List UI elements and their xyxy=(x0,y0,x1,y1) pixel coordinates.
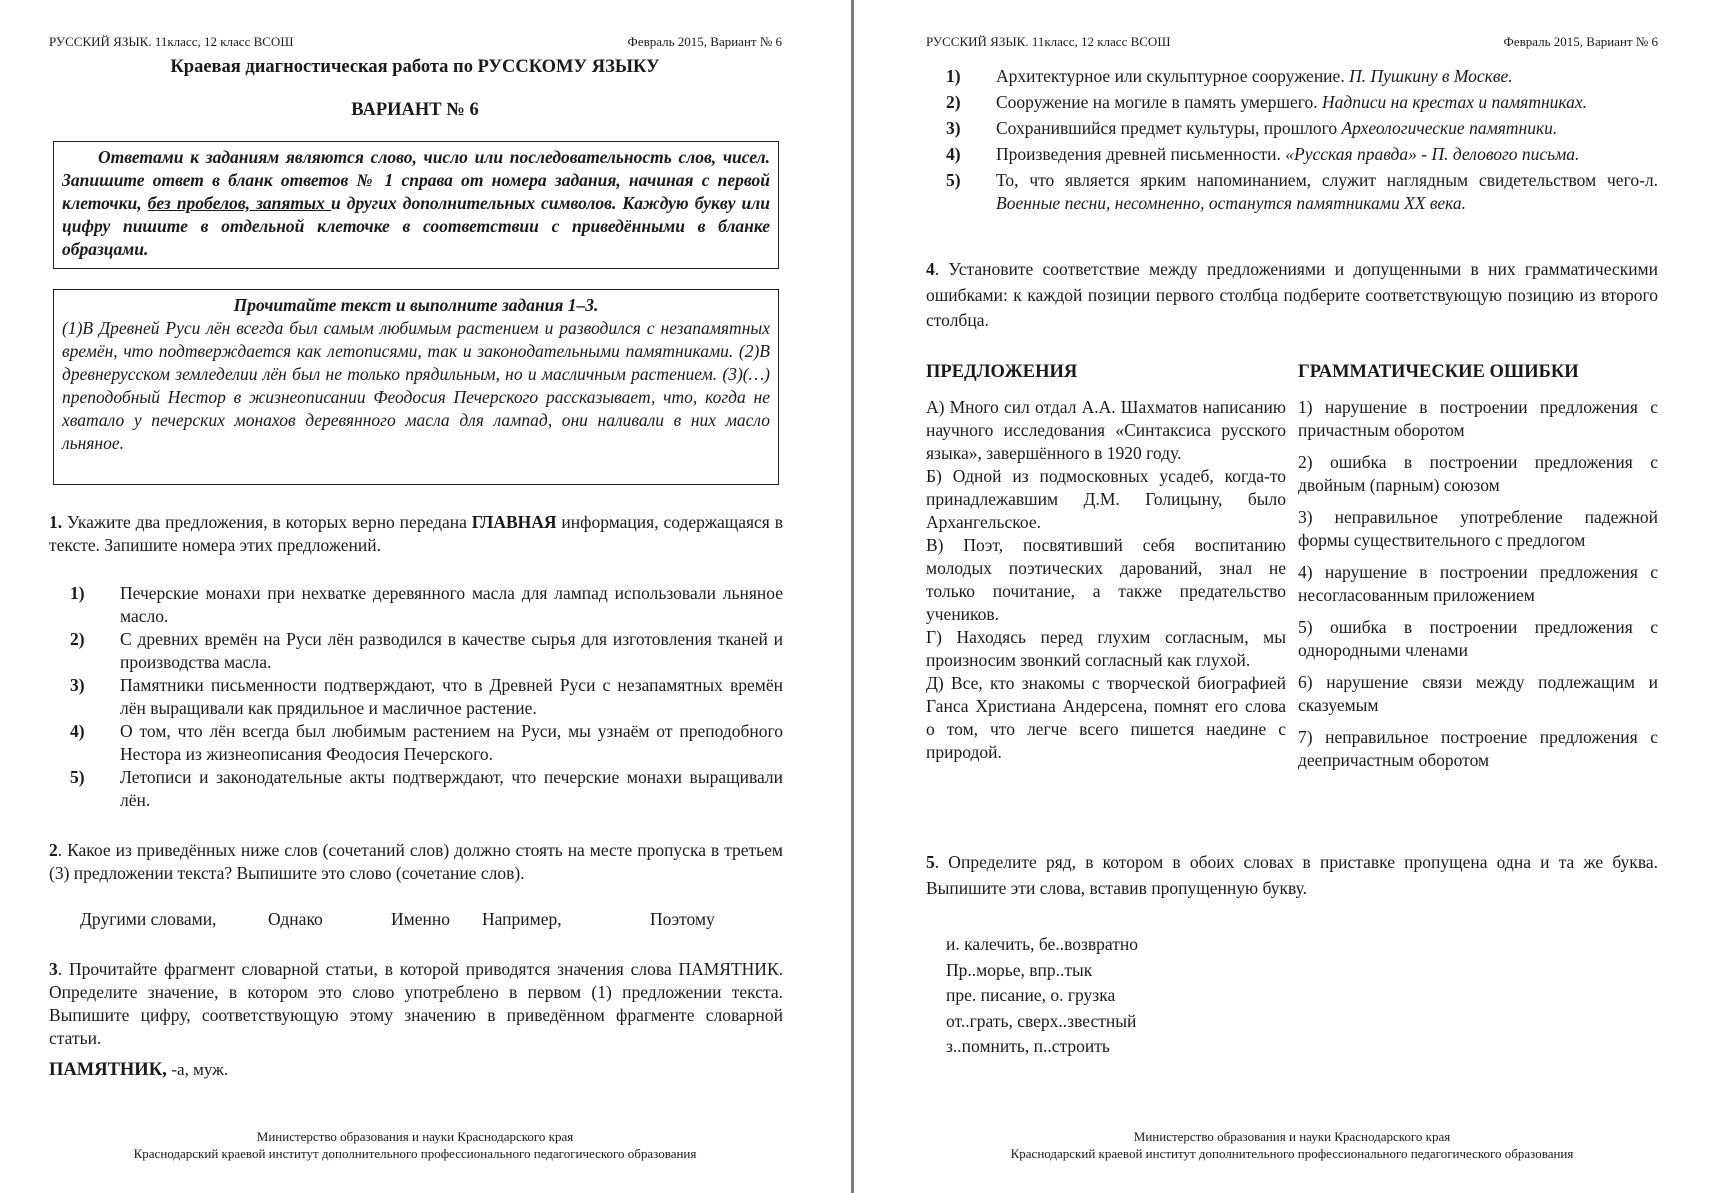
error-item: 2) ошибка в построении предложения с двойным (парным) союзом xyxy=(1298,452,1658,495)
errors-column xyxy=(1298,396,1658,772)
word-row: и. калечить, бе..возвратно xyxy=(946,934,1138,954)
dictionary-meanings xyxy=(946,65,1658,219)
footer xyxy=(922,1128,1662,1162)
page-left xyxy=(0,0,850,1193)
instructions-text-2: и других дополнительных символов. Каждую букву или цифру пишите в отдельной клеточке в соответствии с приведёнными в бланке образцами. xyxy=(62,193,770,259)
question-1-option: 2) С древних времён на Руси лён разводился в качестве сырья для изготовления тканей и производства масла. xyxy=(70,629,783,672)
error-item: 7) неправильное построение предложения с деепричастным оборотом xyxy=(1298,727,1658,770)
reading-text-box xyxy=(53,289,779,485)
question-2-option: Однако xyxy=(268,909,323,929)
footer-line-2: Краснодарский краевой институт дополнительного профессионального педагогического образования xyxy=(133,1146,697,1161)
question-4-number: 4 xyxy=(926,259,935,279)
word-row: пре. писание, о. грузка xyxy=(946,985,1116,1005)
dictionary-meaning: 4) Произведения древней письменности. «Русская правда» - П. делового письма. xyxy=(946,144,1580,164)
question-3 xyxy=(49,958,783,1050)
question-1-text-after: информация, содержащаяся в тексте. Запишите номера этих предложений. xyxy=(49,512,783,555)
column-title-errors: ГРАММАТИЧЕСКИЕ ОШИБКИ xyxy=(1298,362,1579,382)
error-item: 1) нарушение в построении предложения с причастным оборотом xyxy=(1298,397,1658,440)
question-1-option: 3) Памятники письменности подтверждают, что в Древней Руси с незапамятных времён лён выращивали как прядильное и масличное растение. xyxy=(70,675,783,718)
dictionary-meaning: 5) То, что является ярким напоминанием, служит наглядным свидетельством чего-л. Военные песни, несомненно, останутся памятниками XX века. xyxy=(946,170,1658,213)
error-item: 6) нарушение связи между подлежащим и сказуемым xyxy=(1298,672,1658,715)
dictionary-headword: ПАМЯТНИК, xyxy=(49,1060,167,1080)
instructions-box xyxy=(53,141,779,269)
page-title: Краевая диагностическая работа по РУССКОМУ ЯЗЫКУ xyxy=(170,57,660,77)
question-1-option: 5) Летописи и законодательные акты подтверждают, что печерские монахи выращивали лён. xyxy=(70,767,783,810)
sentence-item: Г) Находясь перед глухим согласным, мы произносим звонкий согласный как глухой. xyxy=(926,627,1286,670)
question-1-option: 1) Печерские монахи при нехватке деревянного масла для лампад использовали льняное масло. xyxy=(70,583,783,626)
word-row: Пр..морье, впр..тык xyxy=(946,959,1093,980)
question-3-text: . Прочитайте фрагмент словарной статьи, в которой приводятся значения слова ПАМЯТНИК. Определите значение, в котором это слово употреблено в первом (1) предложении текста. Выпишите цифру, соответствующую этому значению в приведённом фрагменте словарной статьи. xyxy=(49,959,783,1048)
sentences-column xyxy=(926,396,1286,764)
question-4 xyxy=(926,257,1658,334)
column-title-sentences: ПРЕДЛОЖЕНИЯ xyxy=(926,362,1078,382)
question-2-number: 2 xyxy=(49,840,58,860)
page-header-right: Февраль 2015, Вариант № 6 xyxy=(1503,34,1658,49)
instructions-text-1: Ответами к заданиям являются слово, число или последовательность слов, чисел. Запишите ответ в бланк ответов № 1 справа от номера задания, начиная с первой клеточки, xyxy=(62,147,770,213)
footer-line-2: Краснодарский краевой институт дополнительного профессионального педагогического образования xyxy=(1010,1146,1574,1161)
dictionary-grammar: -а, муж. xyxy=(171,1060,229,1079)
page-right xyxy=(856,0,1710,1193)
question-1-text-before: Укажите два предложения, в которых верно передана xyxy=(62,512,472,532)
question-2-option: Например, xyxy=(482,909,562,929)
dictionary-meaning: 2) Сооружение на могиле в память умершего. Надписи на крестах и памятниках. xyxy=(946,92,1588,112)
sentence-item: А) Много сил отдал А.А. Шахматов написанию научного исследования «Синтаксиса русского языка», завершённого в 1920 году. xyxy=(926,397,1286,463)
footer xyxy=(45,1128,785,1162)
sentence-item: Д) Все, кто знакомы с творческой биографией Ганса Христиана Андерсена, помнят его слова о том, что легче всего пишется наедине с природой. xyxy=(926,673,1286,762)
question-1-option: 4) О том, что лён всегда был любимым растением на Руси, мы узнаём от преподобного Нестора из жизнеописания Феодосия Печерского. xyxy=(70,721,783,764)
question-3-number: 3 xyxy=(49,959,58,979)
reading-text: (1)В Древней Руси лён всегда был самым любимым растением и разводился с незапамятных времён, что подтверждается как летописями, так и законодательными памятниками. (2)В древнерусском земледелии лён был не только прядильным, но и масличным растением. (3)(…) преподобный Нестор в жизнеописании Феодосия Печерского рассказывает, что, когда не хватало у печерских монахов деревянного масла для лампад, они наливали в них масло льняное. xyxy=(62,318,770,453)
sentence-item: Б) Одной из подмосковных усадеб, когда-то принадлежавшим Д.М. Голицыну, было Архангельское. xyxy=(926,466,1286,532)
page-divider xyxy=(851,0,854,1193)
question-2-text: . Какое из приведённых ниже слов (сочетаний слов) должно стоять на месте пропуска в третьем (3) предложении текста? Выпишите это слово (сочетание слов). xyxy=(49,840,783,883)
sentence-item: В) Поэт, посвятивший себя воспитанию молодых поэтических дарований, знал не только почитание, а также предательство учеников. xyxy=(926,535,1286,624)
question-1 xyxy=(49,511,783,557)
variant-title: ВАРИАНТ № 6 xyxy=(351,100,479,120)
question-2 xyxy=(49,839,783,885)
question-1-number: 1. xyxy=(49,512,63,532)
footer-line-1: Министерство образования и науки Краснодарского края xyxy=(1133,1129,1451,1144)
word-row: з..помнить, п..строить xyxy=(946,1036,1110,1056)
reading-heading: Прочитайте текст и выполните задания 1–3. xyxy=(233,295,599,315)
page-header-left: РУССКИЙ ЯЗЫК. 11класс, 12 класс ВСОШ xyxy=(49,34,294,49)
question-2-option: Другими словами, xyxy=(80,909,217,929)
question-2-option: Именно xyxy=(391,909,450,929)
dictionary-meaning: 3) Сохранившийся предмет культуры, прошлого Археологические памятники. xyxy=(946,118,1558,138)
question-1-options xyxy=(70,582,783,812)
question-4-text: . Установите соответствие между предложениями и допущенными в них грамматическими ошибками: к каждой позиции первого столбца подберите соответствующую позицию из второго столбца. xyxy=(926,259,1658,330)
dictionary-meaning: 1) Архитектурное или скульптурное сооружение. П. Пушкину в Москве. xyxy=(946,66,1513,86)
question-5 xyxy=(926,850,1658,901)
question-2-option: Поэтому xyxy=(650,909,715,929)
word-row: от..грать, сверх..звестный xyxy=(946,1010,1137,1031)
page-header-left: РУССКИЙ ЯЗЫК. 11класс, 12 класс ВСОШ xyxy=(926,34,1171,49)
page-header-right: Февраль 2015, Вариант № 6 xyxy=(627,34,782,49)
dictionary-entry xyxy=(49,1060,228,1081)
question-5-rows xyxy=(946,932,1138,1060)
instructions-underlined: без пробелов, запятых xyxy=(147,193,331,213)
error-item: 3) неправильное употребление падежной формы существительного с предлогом xyxy=(1298,507,1658,550)
error-item: 5) ошибка в построении предложения с однородными членами xyxy=(1298,617,1658,660)
question-5-number: 5 xyxy=(926,852,935,872)
error-item: 4) нарушение в построении предложения с несогласованным приложением xyxy=(1298,562,1658,605)
question-5-text: . Определите ряд, в котором в обоих словах в приставке пропущена одна и та же буква. Выпишите эти слова, вставив пропущенную букву. xyxy=(926,852,1658,898)
footer-line-1: Министерство образования и науки Краснодарского края xyxy=(256,1129,574,1144)
question-1-bold-word: ГЛАВНАЯ xyxy=(471,512,557,532)
